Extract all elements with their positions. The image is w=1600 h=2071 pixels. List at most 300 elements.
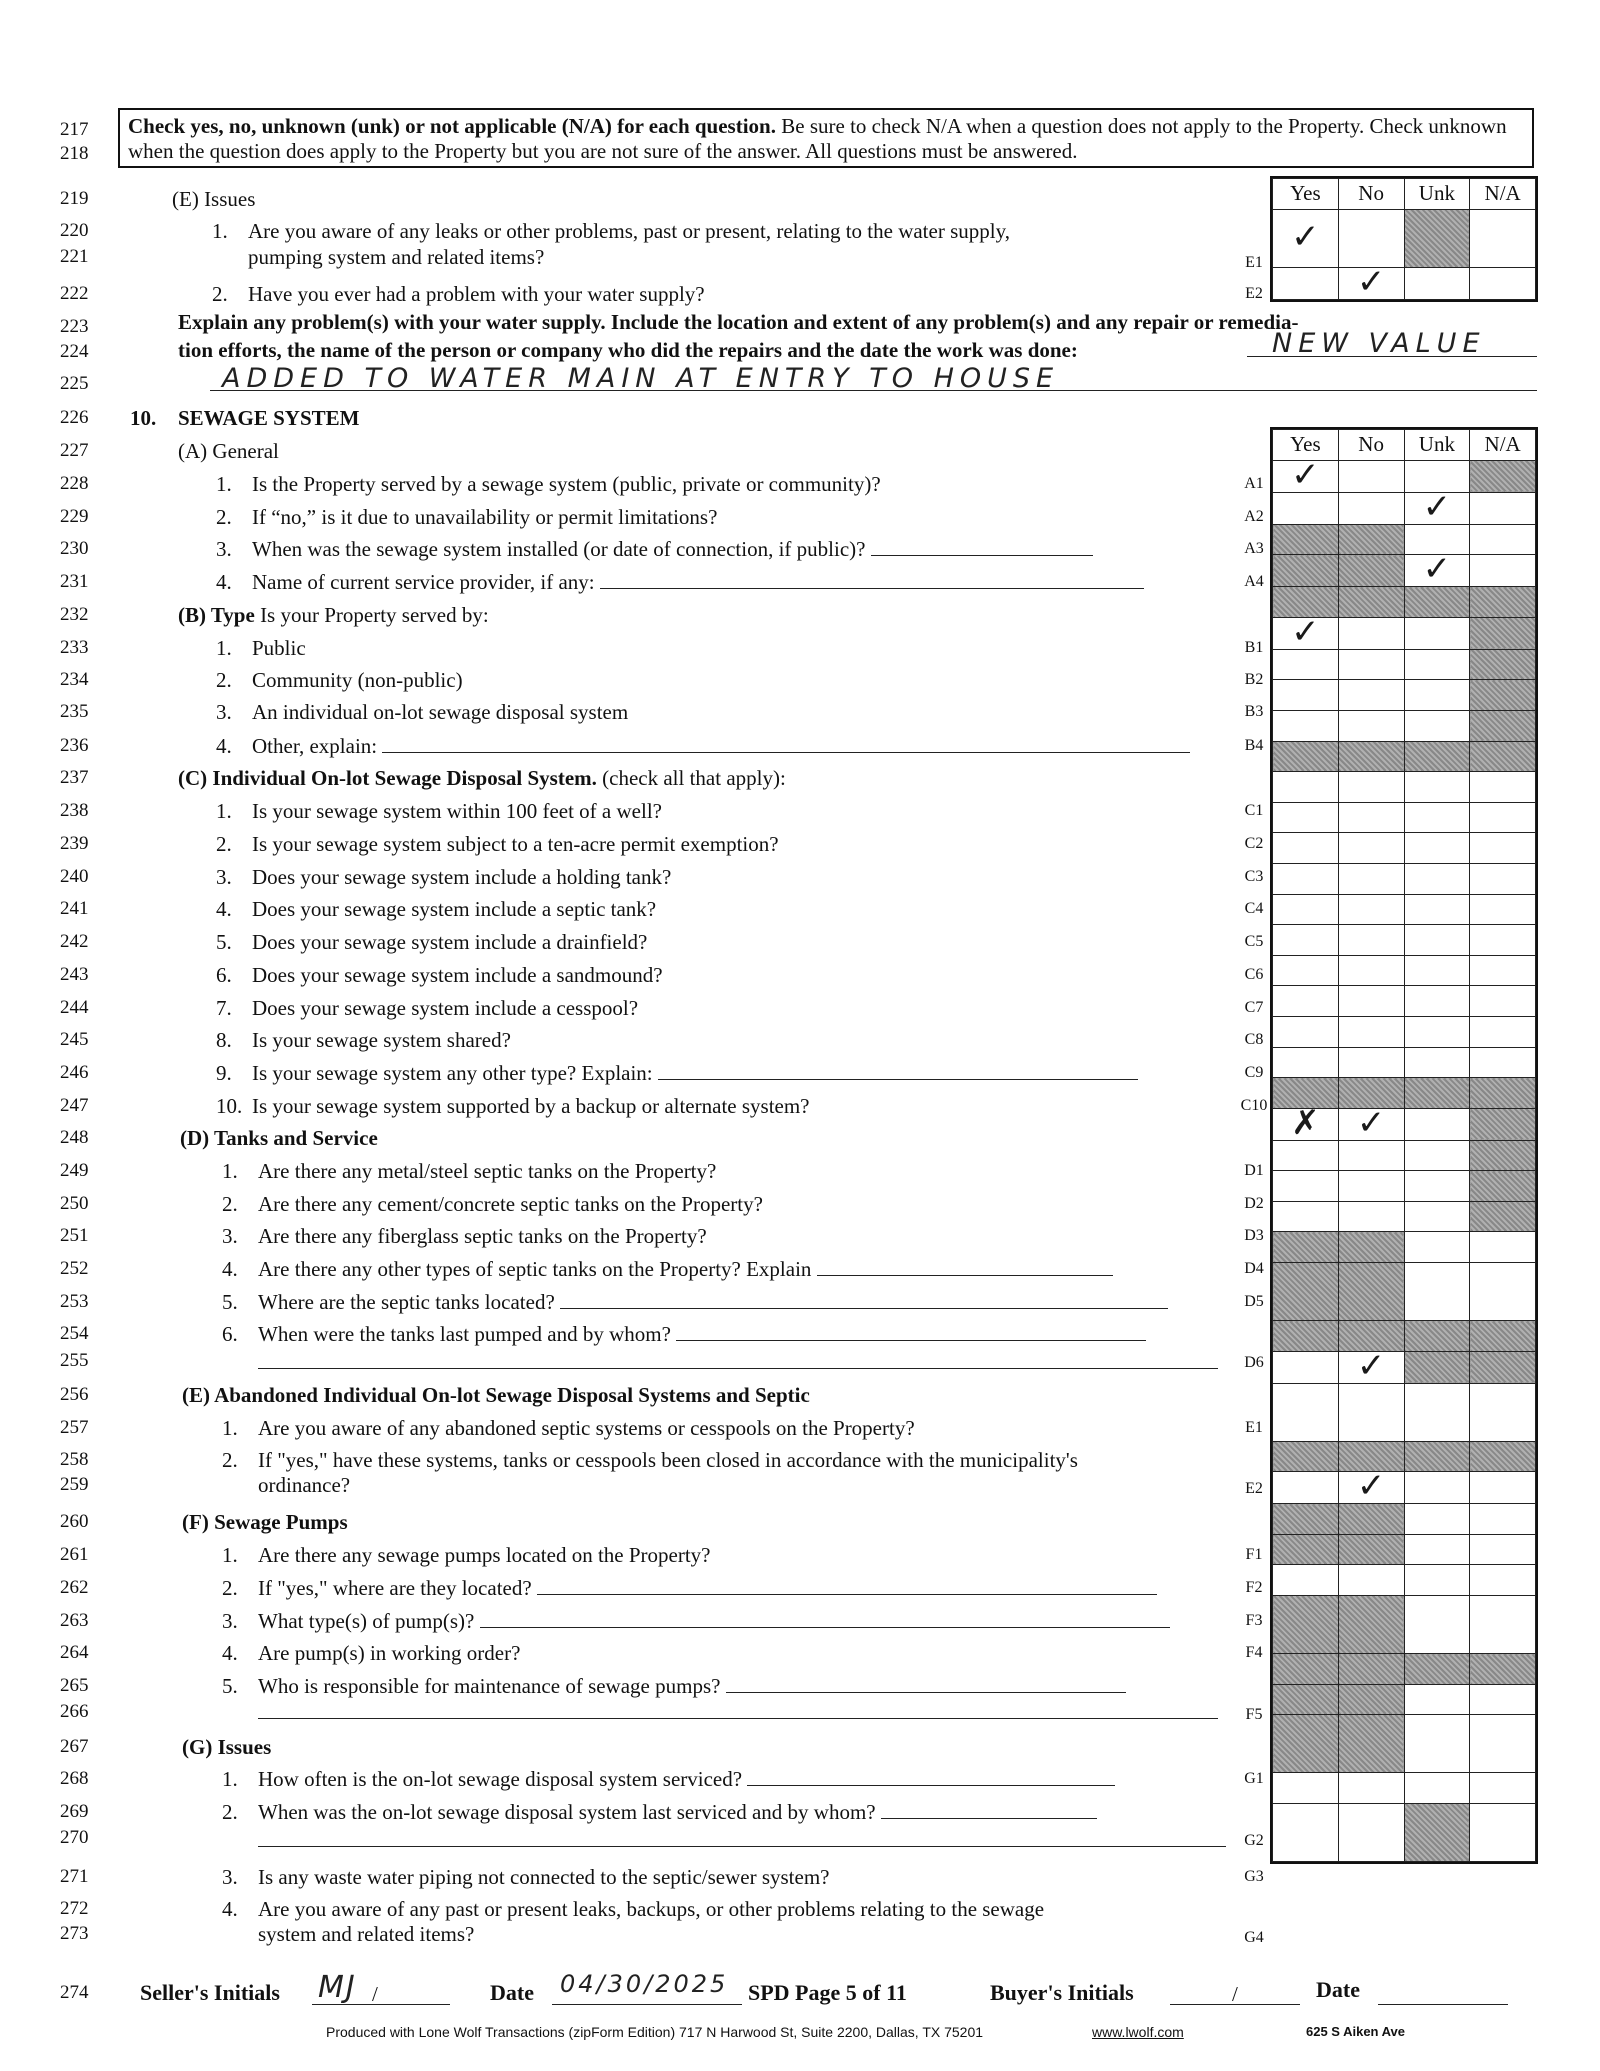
question-row <box>216 996 638 1020</box>
question-text: If "yes," where are they located? <box>258 1576 532 1600</box>
checkbox-unk[interactable] <box>1404 617 1470 649</box>
checkbox-unk[interactable] <box>1404 1383 1470 1441</box>
checkbox-yes[interactable] <box>1273 1102 1339 1143</box>
checkbox-unk[interactable] <box>1404 486 1470 527</box>
check-mark: ✓ <box>1356 1345 1386 1386</box>
question-number: 9. <box>216 1061 232 1085</box>
checkbox-no[interactable] <box>1338 1466 1404 1507</box>
checkbox-no[interactable] <box>1338 986 1404 1017</box>
checkbox-na[interactable] <box>1470 802 1536 833</box>
question-number: 1. <box>222 1767 238 1791</box>
shaded-cell <box>1470 1078 1536 1109</box>
checkbox-no[interactable] <box>1338 649 1404 680</box>
answer-line[interactable] <box>676 1322 1146 1341</box>
question-code: C3 <box>1244 868 1264 885</box>
checkbox-yes[interactable] <box>1273 680 1339 711</box>
shaded-cell <box>1338 1263 1404 1321</box>
checkbox-na[interactable] <box>1470 1715 1536 1773</box>
question-text: Where are the septic tanks located? <box>258 1290 555 1314</box>
checkbox-unk[interactable] <box>1404 772 1470 803</box>
checkbox-unk[interactable] <box>1404 649 1470 680</box>
checkbox-na[interactable] <box>1470 833 1536 864</box>
date-line <box>552 2004 742 2005</box>
shaded-cell <box>1470 1171 1536 1202</box>
checkbox-yes[interactable] <box>1273 1383 1339 1441</box>
question-number: 2. <box>216 668 232 692</box>
checkbox-na[interactable] <box>1470 894 1536 925</box>
question-text: Are there any metal/steel septic tanks on the Property? <box>258 1159 717 1183</box>
checkbox-na[interactable] <box>1470 267 1536 299</box>
line-number: 231 <box>60 571 89 592</box>
question-text: When was the sewage system installed (or date of connection, if public)? <box>252 537 866 561</box>
checkbox-no[interactable] <box>1338 833 1404 864</box>
checkbox-no[interactable] <box>1338 680 1404 711</box>
seller-initials-label: Seller's Initials <box>140 1980 280 2005</box>
question-number: 6. <box>216 963 232 987</box>
check-mark: ✓ <box>1291 216 1320 257</box>
checkbox-unk[interactable] <box>1404 1504 1470 1535</box>
date-value[interactable]: 04/30/2025 <box>560 1970 729 1998</box>
shaded-cell <box>1470 460 1536 492</box>
line-number: 225 <box>60 373 89 394</box>
question-row <box>216 472 881 496</box>
line-number: 247 <box>60 1095 89 1116</box>
answer-line[interactable] <box>480 1609 1170 1628</box>
checkbox-no[interactable] <box>1338 460 1404 492</box>
answer-line[interactable] <box>258 1368 1218 1369</box>
buyer-date-line[interactable] <box>1378 2004 1508 2005</box>
shaded-cell <box>1404 1654 1470 1685</box>
checkbox-yes[interactable] <box>1273 955 1339 986</box>
checkbox-unk[interactable] <box>1404 1171 1470 1202</box>
checkbox-yes[interactable] <box>1273 649 1339 680</box>
header-na: N/A <box>1470 179 1536 210</box>
checkbox-na[interactable] <box>1470 1383 1536 1441</box>
checkbox-unk[interactable] <box>1404 1263 1470 1321</box>
checkbox-unk[interactable] <box>1404 1047 1470 1078</box>
seller-initials-slash: / <box>372 1982 378 2006</box>
question-code: G4 <box>1244 1929 1264 1946</box>
line-number: 246 <box>60 1062 89 1083</box>
checkbox-na[interactable] <box>1470 986 1536 1017</box>
checkbox-yes[interactable] <box>1273 1351 1339 1383</box>
heading-rest: Is your Property served by: <box>254 603 489 627</box>
question-row <box>216 963 663 987</box>
checkbox-na[interactable] <box>1470 1047 1536 1078</box>
question-number: 2. <box>222 1448 238 1472</box>
checkbox-na[interactable] <box>1470 1016 1536 1047</box>
checkbox-unk[interactable] <box>1404 986 1470 1017</box>
question-row <box>222 1416 915 1440</box>
checkbox-no[interactable] <box>1338 1140 1404 1171</box>
line-number: 251 <box>60 1225 89 1246</box>
checkbox-no[interactable] <box>1338 802 1404 833</box>
line-number: 228 <box>60 473 89 494</box>
checkbox-yes[interactable] <box>1273 492 1339 524</box>
checkbox-unk[interactable] <box>1404 1472 1470 1504</box>
checkbox-na[interactable] <box>1470 524 1536 555</box>
checkbox-na[interactable] <box>1470 492 1536 524</box>
checkbox-no[interactable] <box>1338 1201 1404 1232</box>
shaded-cell <box>1338 1504 1404 1535</box>
checkbox-na[interactable] <box>1470 772 1536 803</box>
line-number: 258 <box>60 1449 89 1470</box>
checkbox-unk[interactable] <box>1404 1684 1470 1715</box>
line-number: 267 <box>60 1736 89 1757</box>
question-text: Is your sewage system supported by a backup or alternate system? <box>252 1094 810 1118</box>
question-row <box>222 1865 830 1889</box>
question-row <box>222 1641 520 1665</box>
line-number: 221 <box>60 246 89 267</box>
line-number: 241 <box>60 898 89 919</box>
question-code: A1 <box>1244 475 1264 492</box>
checkbox-unk[interactable] <box>1404 680 1470 711</box>
answer-line[interactable] <box>258 1718 1218 1719</box>
shaded-cell <box>1273 1596 1339 1654</box>
checkbox-yes[interactable] <box>1273 802 1339 833</box>
question-text: When was the on-lot sewage disposal system last serviced and by whom? <box>258 1800 876 1824</box>
checkbox-no[interactable] <box>1338 261 1404 302</box>
shaded-cell <box>1338 1654 1404 1685</box>
question-row <box>216 1028 511 1052</box>
question-row <box>216 865 671 889</box>
question-number: 5. <box>222 1290 238 1314</box>
shaded-cell <box>1273 555 1339 587</box>
checkbox-yes[interactable] <box>1273 833 1339 864</box>
checkbox-yes[interactable] <box>1273 1803 1339 1861</box>
question-text: Is the Property served by a sewage system (public, private or community)? <box>252 472 881 496</box>
date-label: Date <box>1316 1977 1360 2002</box>
checkbox-na[interactable] <box>1470 1263 1536 1321</box>
answer-line[interactable] <box>537 1576 1157 1595</box>
line-number: 239 <box>60 833 89 854</box>
line-number: 224 <box>60 341 89 362</box>
question-text: How often is the on-lot sewage disposal system serviced? <box>258 1767 743 1791</box>
checkbox-no[interactable] <box>1338 617 1404 649</box>
checkbox-no[interactable] <box>1338 1047 1404 1078</box>
question-number: 7. <box>216 996 232 1020</box>
checkbox-unk[interactable] <box>1404 1201 1470 1232</box>
question-row <box>216 1061 1138 1085</box>
checkbox-yes[interactable] <box>1273 454 1339 495</box>
check-mark: ✓ <box>1356 261 1386 302</box>
line-number: 223 <box>60 316 89 337</box>
question-text: Have you ever had a problem with your water supply? <box>248 282 705 306</box>
question-code: F4 <box>1245 1644 1263 1661</box>
answer-line[interactable] <box>600 570 1144 589</box>
question-code: C1 <box>1244 802 1264 819</box>
line-number: 259 <box>60 1474 89 1495</box>
line-number: 254 <box>60 1323 89 1344</box>
line-number: 217 <box>60 119 89 140</box>
shaded-cell <box>1338 1684 1404 1715</box>
buyer-initials-slash: / <box>1232 1982 1238 2006</box>
checkbox-no[interactable] <box>1338 1345 1404 1386</box>
checkbox-yes[interactable] <box>1273 1773 1339 1804</box>
checkbox-no[interactable] <box>1338 1102 1404 1143</box>
check-mark: ✓ <box>1291 611 1320 652</box>
checkbox-na[interactable] <box>1470 1232 1536 1263</box>
checkbox-na[interactable] <box>1470 1472 1536 1504</box>
shaded-cell <box>1404 1441 1470 1472</box>
question-row <box>222 1224 707 1248</box>
checkbox-na[interactable] <box>1470 1773 1536 1804</box>
checkbox-unk[interactable] <box>1404 894 1470 925</box>
question-code: B4 <box>1244 737 1264 754</box>
shaded-cell <box>1273 1534 1339 1565</box>
checkbox-yes[interactable] <box>1273 1047 1339 1078</box>
question-code: E2 <box>1245 285 1263 302</box>
line-number: 245 <box>60 1029 89 1050</box>
checkbox-yes[interactable] <box>1273 986 1339 1017</box>
checkbox-no[interactable] <box>1338 1565 1404 1596</box>
question-text: Is any waste water piping not connected to the septic/sewer system? <box>258 1865 830 1889</box>
answer-line[interactable] <box>258 1846 1226 1847</box>
answer-line[interactable] <box>747 1767 1115 1786</box>
question-text: If "yes," have these systems, tanks or cesspools been closed in accordance with the municipality's <box>258 1448 1078 1472</box>
checkbox-no[interactable] <box>1338 863 1404 894</box>
checkbox-no[interactable] <box>1338 772 1404 803</box>
checkbox-unk[interactable] <box>1404 833 1470 864</box>
checkbox-unk[interactable] <box>1404 549 1470 590</box>
checkbox-na[interactable] <box>1470 1803 1536 1861</box>
checkbox-no[interactable] <box>1338 925 1404 956</box>
line-number: 252 <box>60 1258 89 1279</box>
question-text: Does your sewage system include a sandmound? <box>252 963 663 987</box>
question-text <box>212 219 1010 243</box>
checkbox-unk[interactable] <box>1404 863 1470 894</box>
checkbox-yes[interactable] <box>1273 925 1339 956</box>
check-mark: ✓ <box>1356 1466 1386 1507</box>
checkbox-na[interactable] <box>1470 955 1536 986</box>
handwritten-answer: NEW VALUE <box>1272 328 1486 359</box>
shaded-cell <box>1470 710 1536 741</box>
question-code: A2 <box>1244 508 1264 525</box>
line-number: 257 <box>60 1417 89 1438</box>
question-row <box>222 1192 763 1216</box>
instructions-text: Be sure to check N/A when a question does not apply to the Property. Check unknown when the question does apply to the Property but you are not sure of the answer. All questions must be answered. <box>128 114 1507 163</box>
checkbox-unk[interactable] <box>1404 1108 1470 1140</box>
question-code: C8 <box>1244 1031 1264 1048</box>
checkbox-na[interactable] <box>1470 863 1536 894</box>
shaded-cell <box>1470 1654 1536 1685</box>
shaded-cell <box>1470 587 1536 618</box>
shaded-cell <box>1338 1534 1404 1565</box>
line-number: 218 <box>60 143 89 164</box>
question-code: D2 <box>1244 1195 1264 1212</box>
checkbox-unk[interactable] <box>1404 955 1470 986</box>
question-code: F2 <box>1245 1579 1263 1596</box>
question-text: system and related items? <box>258 1922 475 1946</box>
checkbox-unk[interactable] <box>1404 1565 1470 1596</box>
line-number: 243 <box>60 964 89 985</box>
line-number: 237 <box>60 767 89 788</box>
checkbox-na[interactable] <box>1470 1534 1536 1565</box>
question-text: Does your sewage system include a holding tank? <box>252 865 672 889</box>
checkbox-unk[interactable] <box>1404 1596 1470 1654</box>
explain-water: tion efforts, the name of the person or company who did the repairs and the date the work was done: <box>178 338 1078 362</box>
shaded-cell <box>1404 1351 1470 1383</box>
question-row <box>222 1609 1170 1633</box>
question-code: C7 <box>1244 999 1264 1016</box>
question-row <box>216 1094 810 1118</box>
check-mark: ✓ <box>1356 1102 1386 1143</box>
checkbox-no[interactable] <box>1338 710 1404 741</box>
line-number: 234 <box>60 669 89 690</box>
checkbox-unk[interactable] <box>1404 1232 1470 1263</box>
question-text: Are you aware of any abandoned septic systems or cesspools on the Property? <box>258 1416 915 1440</box>
question-text: Are there any other types of septic tanks on the Property? Explain <box>258 1257 812 1281</box>
question-number: 10. <box>216 1094 243 1118</box>
checkbox-no[interactable] <box>1338 1383 1404 1441</box>
seller-initials-value[interactable]: MJ <box>318 1970 357 2005</box>
explain-water: Explain any problem(s) with your water supply. Include the location and extent of any problem(s) and any repair or remedia- <box>178 310 1299 334</box>
instructions-bold: Check yes, no, unknown (unk) or not applicable (N/A) for each question. <box>128 114 776 138</box>
checkbox-yes[interactable] <box>1273 1472 1339 1504</box>
checkbox-unk[interactable] <box>1404 1534 1470 1565</box>
question-text: Does your sewage system include a cesspool? <box>252 996 639 1020</box>
checkbox-yes[interactable] <box>1273 1171 1339 1202</box>
line-number: 244 <box>60 997 89 1018</box>
checkbox-no[interactable] <box>1338 1016 1404 1047</box>
shaded-cell <box>1273 1654 1339 1685</box>
question-code: D4 <box>1244 1260 1264 1277</box>
checkbox-yes[interactable] <box>1273 1016 1339 1047</box>
question-code: F1 <box>1245 1546 1263 1563</box>
checkbox-yes[interactable] <box>1273 863 1339 894</box>
question-text: If “no,” is it due to unavailability or permit limitations? <box>252 505 718 529</box>
checkbox-yes[interactable] <box>1273 1140 1339 1171</box>
answer-line[interactable] <box>382 734 1190 753</box>
question-text <box>212 282 705 306</box>
checkbox-no[interactable] <box>1338 1171 1404 1202</box>
question-number: 3. <box>216 865 232 889</box>
question-row <box>222 1800 1097 1824</box>
answer-line[interactable] <box>560 1290 1168 1309</box>
checkbox-yes[interactable] <box>1273 611 1339 652</box>
shaded-cell <box>1338 555 1404 587</box>
checkbox-yes[interactable] <box>1273 710 1339 741</box>
checkbox-unk[interactable] <box>1404 1140 1470 1171</box>
shaded-cell <box>1470 1351 1536 1383</box>
checkbox-unk[interactable] <box>1404 1016 1470 1047</box>
question-number: 4. <box>216 734 232 758</box>
answer-line[interactable] <box>817 1257 1113 1276</box>
question-row <box>216 897 656 921</box>
checkbox-unk[interactable] <box>1404 267 1470 299</box>
question-number: 2. <box>222 1192 238 1216</box>
line-number: 260 <box>60 1511 89 1532</box>
checkbox-no[interactable] <box>1338 955 1404 986</box>
answer-line[interactable] <box>881 1800 1097 1819</box>
question-code: C2 <box>1244 835 1264 852</box>
checkbox-no[interactable] <box>1338 894 1404 925</box>
checkbox-yes[interactable] <box>1273 1565 1339 1596</box>
question-code: E1 <box>1245 1419 1263 1436</box>
section-title: SEWAGE SYSTEM <box>178 406 360 430</box>
lwolf-link[interactable]: www.lwolf.com <box>1092 2024 1184 2040</box>
line-number: 222 <box>60 283 89 304</box>
question-text: Is your sewage system within 100 feet of a well? <box>252 799 662 823</box>
checkbox-na[interactable] <box>1470 1504 1536 1535</box>
line-number: 255 <box>60 1350 89 1371</box>
answer-line[interactable] <box>871 537 1093 556</box>
checkbox-no[interactable] <box>1338 209 1404 267</box>
heading-rest: (check all that apply): <box>596 766 786 790</box>
checkbox-na[interactable] <box>1470 1684 1536 1715</box>
checkbox-na[interactable] <box>1470 555 1536 587</box>
question-code: C5 <box>1244 933 1264 950</box>
checkbox-yes[interactable] <box>1273 209 1339 267</box>
question-row <box>222 1576 1157 1600</box>
question-number: 1. <box>216 636 232 660</box>
checkbox-na[interactable] <box>1470 925 1536 956</box>
checkbox-na[interactable] <box>1470 1565 1536 1596</box>
answer-line[interactable] <box>658 1061 1138 1080</box>
section-heading: (F) Sewage Pumps <box>182 1510 348 1534</box>
checkbox-yes[interactable] <box>1273 772 1339 803</box>
checkbox-unk[interactable] <box>1404 1773 1470 1804</box>
header-na: N/A <box>1470 430 1536 461</box>
shaded-cell <box>1338 587 1404 618</box>
shaded-cell <box>1470 1140 1536 1171</box>
section-heading: (G) Issues <box>182 1735 272 1759</box>
checkbox-no[interactable] <box>1338 1803 1404 1861</box>
line-number: 229 <box>60 506 89 527</box>
question-text: Community (non-public) <box>252 668 463 692</box>
checkbox-yes[interactable] <box>1273 894 1339 925</box>
checkbox-na[interactable] <box>1470 1596 1536 1654</box>
checkbox-yes[interactable] <box>1273 1201 1339 1232</box>
question-text: Is your sewage system any other type? Explain: <box>252 1061 653 1085</box>
question-code: F3 <box>1245 1612 1263 1629</box>
line-number: 238 <box>60 800 89 821</box>
answer-line[interactable] <box>726 1674 1126 1693</box>
question-row <box>222 1448 1078 1472</box>
line-number: 274 <box>60 1982 89 2003</box>
section-number: 10. <box>130 406 157 430</box>
checkbox-unk[interactable] <box>1404 925 1470 956</box>
checkbox-unk[interactable] <box>1404 802 1470 833</box>
checkbox-unk[interactable] <box>1404 1715 1470 1773</box>
section-heading: (A) General <box>178 439 279 463</box>
water-answer-grid <box>1270 176 1538 302</box>
question-number: 1. <box>222 1159 238 1183</box>
x-mark: ✗ <box>1291 1102 1320 1143</box>
section-heading <box>178 603 489 627</box>
line-number: 227 <box>60 440 89 461</box>
line-number: 273 <box>60 1923 89 1944</box>
question-number: 6. <box>222 1322 238 1346</box>
question-code: A4 <box>1244 573 1264 590</box>
checkbox-unk[interactable] <box>1404 710 1470 741</box>
checkbox-no[interactable] <box>1338 1773 1404 1804</box>
question-row <box>222 1322 1146 1346</box>
question-number: 4. <box>222 1897 238 1921</box>
checkbox-yes[interactable] <box>1273 267 1339 299</box>
property-address: 625 S Aiken Ave <box>1306 2024 1405 2039</box>
shaded-cell <box>1470 1321 1536 1352</box>
check-mark: ✓ <box>1291 454 1320 495</box>
shaded-cell <box>1273 1441 1339 1472</box>
question-code: D1 <box>1244 1162 1264 1179</box>
checkbox-na[interactable] <box>1470 209 1536 267</box>
shaded-cell <box>1338 1715 1404 1773</box>
shaded-cell <box>1273 524 1339 555</box>
heading-bold: (C) Individual On-lot Sewage Disposal System. <box>178 766 597 790</box>
header-yes: Yes <box>1273 430 1339 461</box>
checkbox-no[interactable] <box>1338 492 1404 524</box>
